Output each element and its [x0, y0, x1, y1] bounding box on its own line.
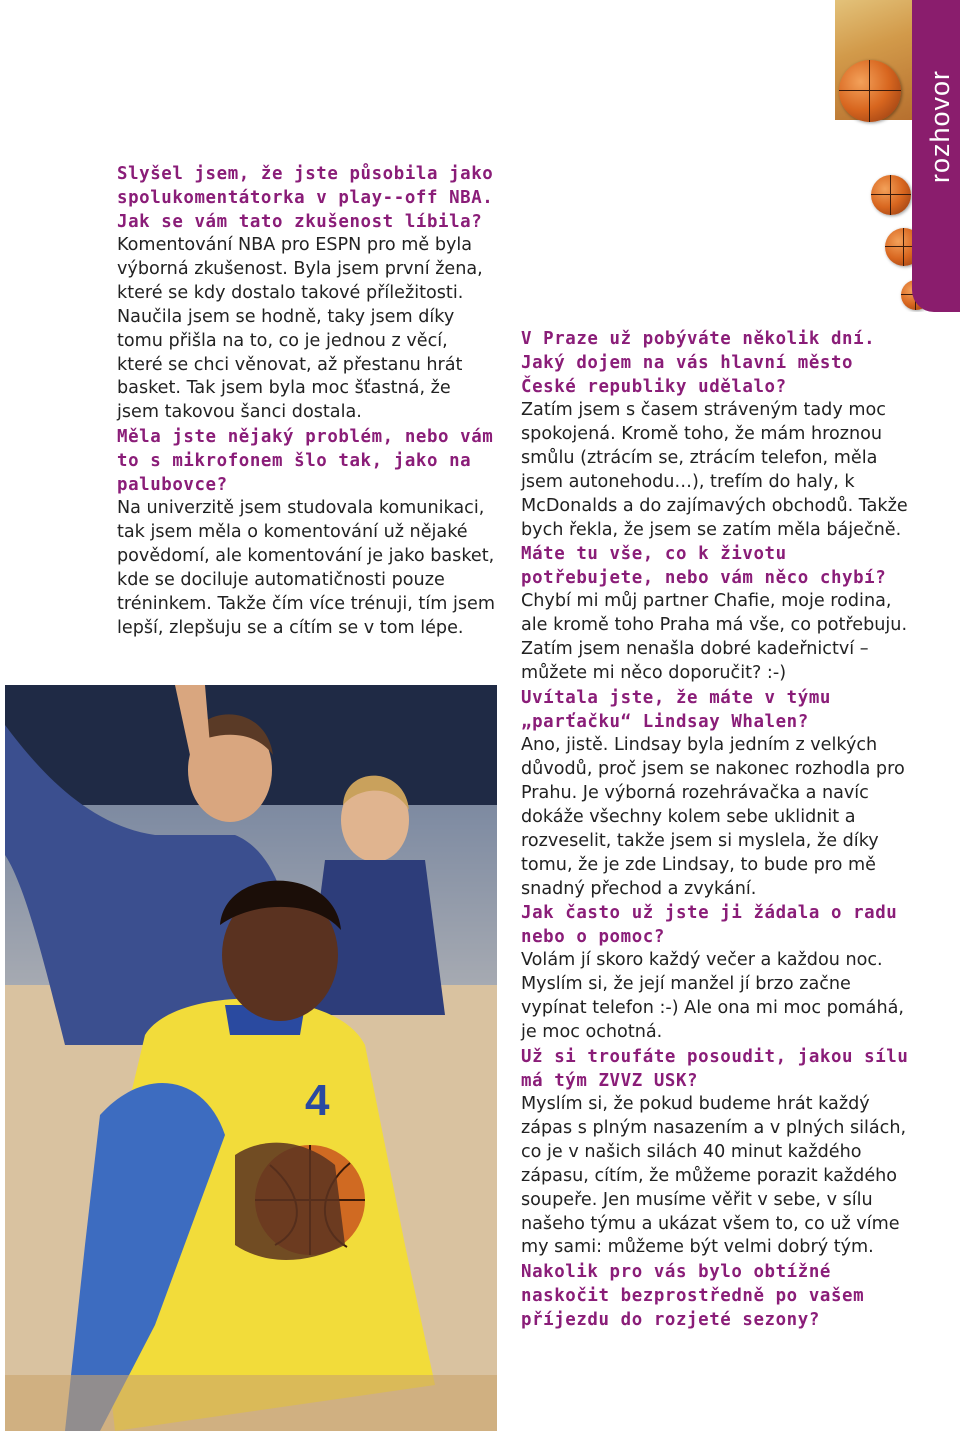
question-5: Uvítala jste, že máte v týmu „parťačku“ Lindsay Whalen? — [521, 688, 831, 733]
answer-7: Myslím si, že pokud budeme hrát každý zápas s plným nasazením a v plných silách, co je v našich silách 40 minut každého zápasu, cítím, že můžeme porazit každého soupeře. Jen musíme věřit v sebe, v sílu našeho týmu a ukázat všem to, co už víme my sami: můžeme být velmi dobrý tým. — [521, 1094, 907, 1258]
question-1: Slyšel jsem, že jste působila jako spolukomentátorka v play--off NBA. Jak se vám tato zkušenost líbila? — [117, 164, 494, 232]
question-3: V Praze už pobýváte několik dní. Jaký dojem na vás hlavní město České republiky udělalo? — [521, 329, 876, 397]
answer-6: Volám jí skoro každý večer a každou noc. Myslím si, že její manžel jí brzo začne vypínat telefon :-) Ale ona mi moc pomáhá, je moc ochotná. — [521, 950, 904, 1043]
basketball-photo — [5, 685, 497, 1431]
section-tab-label: rozhovor — [925, 70, 955, 184]
question-6: Jak často už jste ji žádala o radu nebo o pomoc? — [521, 903, 898, 948]
answer-3: Zatím jsem s časem stráveným tady moc spokojená. Kromě toho, že mám hroznou smůlu (ztrácím se, ztrácím telefon, měla jsem autonehodu…), trefím do haly, k McDonalds a do zajímavých obchodů. Takže bych řekla, že jsem se zatím měla báječně. — [521, 400, 908, 540]
answer-2: Na univerzitě jsem studovala komunikaci, tak jsem měla o komentování už nějaké povědomí, ale komentování je jako basket, kde se dociluje automatičnosti pouze tréninkem. Takže čím více trénuji, tím jsem lepší, zlepšuju se a cítím se v tom lépe. — [117, 498, 495, 638]
interview-column-left — [117, 162, 497, 641]
question-7: Už si troufáte posoudit, jakou sílu má tým ZVVZ USK? — [521, 1047, 909, 1092]
question-8: Nakolik pro vás bylo obtížné naskočit bezprostředně po vašem příjezdu do rozjeté sezony? — [521, 1262, 865, 1331]
answer-1: Komentování NBA pro ESPN pro mě byla výborná zkušenost. Byla jsem první žena, které se kdy dostalo takové příležitosti. Naučila jsem se hodně, taky jsem díky tomu přišla na to, co je jednou z věcí, které se chci věnovat, až přestanu hrát basket. Tak jsem byla moc šťastná, že jsem takovou šanci dostala. — [117, 235, 483, 423]
question-2: Měla jste nějaký problém, nebo vám to s mikrofonem šlo tak, jako na palubovce? — [117, 427, 494, 496]
answer-4: Chybí mi můj partner Chafie, moje rodina, ale kromě toho Praha má vše, co potřebuju. Zatím jsem nenašla dobré kadeřnictví – můžete mi něco doporučit? :-) — [521, 591, 908, 684]
section-decoration — [835, 0, 960, 312]
section-tab — [912, 0, 960, 312]
basketball-icon — [871, 175, 911, 215]
question-4: Máte tu vše, co k životu potřebujete, nebo vám něco chybí? — [521, 544, 887, 589]
interview-column-right — [521, 327, 911, 1332]
answer-5: Ano, jistě. Lindsay byla jedním z velkých důvodů, proč jsem se nakonec rozhodla pro Prahu. Je výborná rozehrávačka a navíc dokáže všechny kolem sebe uklidnit a rozveselit, takže jsem si myslela, že díky tomu, že je zde Lindsay, to bude pro mě snadný přechod a zvykání. — [521, 735, 905, 899]
jersey-number: 4 — [305, 1076, 330, 1125]
basketball-icon — [839, 60, 901, 122]
